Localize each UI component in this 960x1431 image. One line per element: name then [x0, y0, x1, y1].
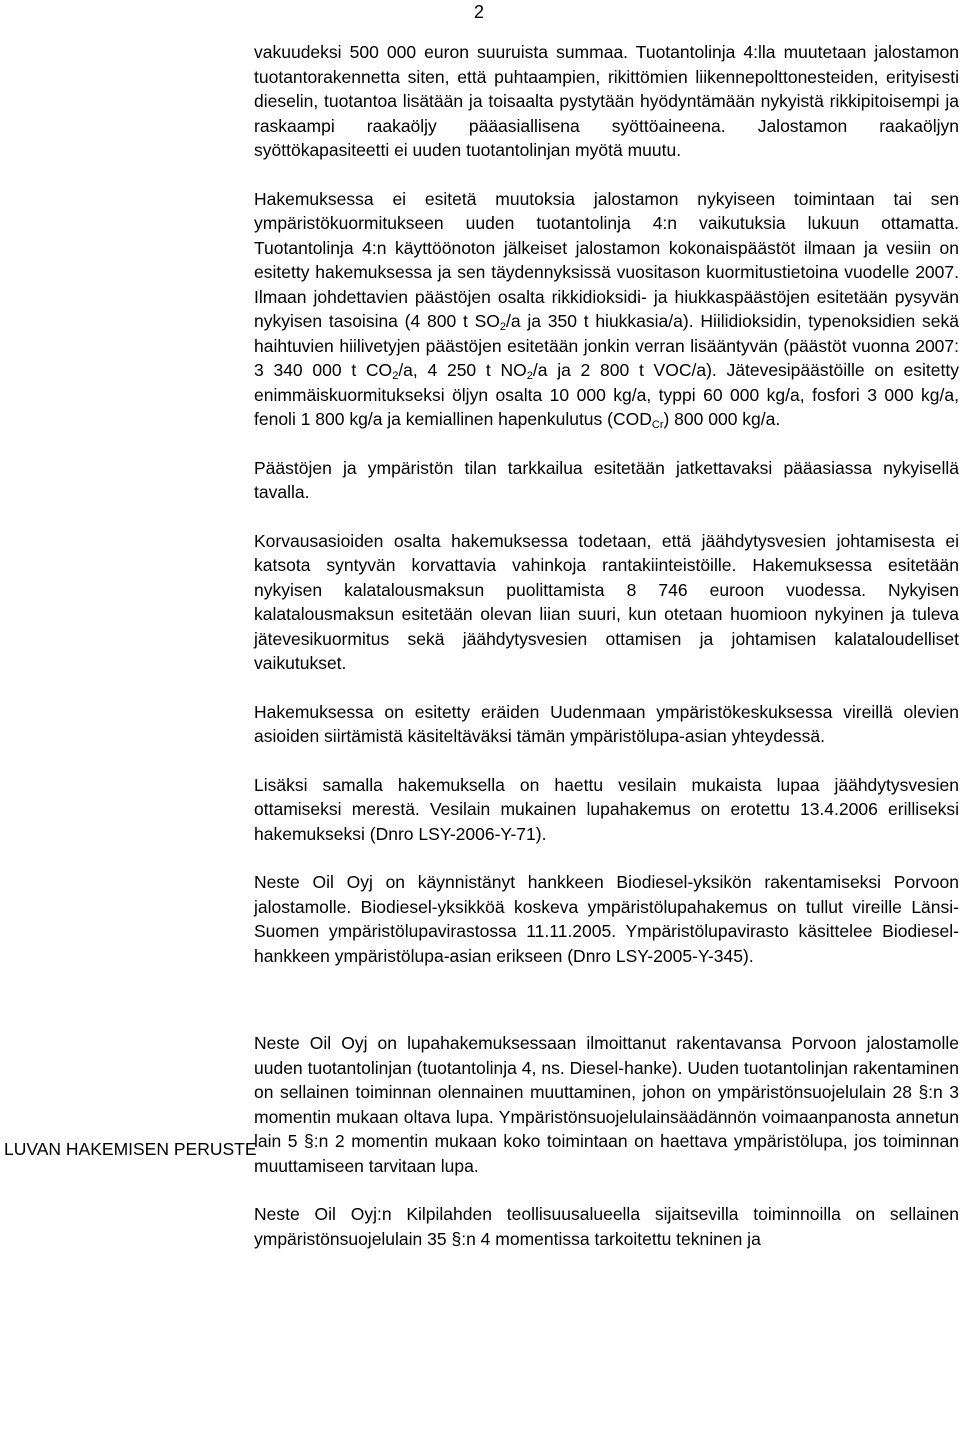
- no2-subscript: 2: [526, 370, 533, 382]
- paragraph-permit-basis: Neste Oil Oyj on lupahakemuksessaan ilmoittanut rakentavansa Porvoon jalostamolle uuden tuotantolinjan (tuotantolinja 4, ns. Diesel-hanke). Uuden tuotantolinjan rakentaminen on sellainen toiminnan olennainen muuttaminen, johon on ympäristönsuojelulain 28 §:n 3 momentin mukaan oltava lupa. Ympäristönsuojelulainsäädännön voimaanpanosta annetun lain 5 §:n 2 momentin mukaan koko toimintaan on haettava ympäristölupa, jos toiminnan muuttamiseen tarvitaan lupa.: [254, 1033, 959, 1176]
- emissions-text-c: /a, 4 250 t NO: [398, 360, 527, 380]
- emissions-text-e: ) 800 000 kg/a.: [663, 409, 781, 429]
- emissions-text-a: Hakemuksessa ei esitetä muutoksia jalostamon nykyiseen toimintaan tai sen ympäristökuormitukseen uuden tuotantolinja 4:n vaikutuksia lukuun ottamatta. Tuotantolinja 4:n käyttöönoton jälkeiset jalostamon kokonaispäästöt ilmaan ja vesiin on esitetty hakemuksessa ja sen täydennyksissä vuositason kuormitustietoina vuodelle 2007. Ilmaan johdettavien päästöjen osalta rikkidioksidi- ja hiukkaspäästöjen esitetään pysyvän nykyisen tasoisina (4 800 t SO: [254, 188, 959, 331]
- document-body: [254, 40, 959, 1251]
- paragraph-production-line-change: vakuudeksi 500 000 euron suuruista summaa. Tuotantolinja 4:lla muutetaan jalostamon tuotantorakennetta siten, että puhtaampien, rikittömien liikennepolttonesteiden, erityisesti dieselin, tuotantoa lisätään ja toisaalta pystytään hyödyntämään nykyistä rikkipitoisempi ja raskaampi raakaöljy pääasiallisena syöttöaineena. Jalostamon raakaöljyn syöttökapasiteetti ei uuden tuotantolinjan myötä muutu.: [254, 42, 959, 160]
- paragraph-biodiesel: Neste Oil Oyj on käynnistänyt hankkeen Biodiesel-yksikön rakentamiseksi Porvoon jalostamolle. Biodiesel-yksikköä koskeva ympäristölupahakemus on tullut vireille Länsi-Suomen ympäristölupavirastossa 11.11.2005. Ympäristölupavirasto käsittelee Biodiesel-hankkeen ympäristölupa-asian erikseen (Dnro LSY-2005-Y-345).: [254, 872, 959, 966]
- co2-subscript: 2: [392, 370, 399, 382]
- section-heading-luvan-hakemisen-peruste: LUVAN HAKEMISEN PERUSTE: [4, 1139, 257, 1159]
- paragraph-kilpilahti: Neste Oil Oyj:n Kilpilahden teollisuusalueella sijaitsevilla toiminnoilla on sellainen ympäristönsuojelulain 35 §:n 4 momentissa tarkoitettu tekninen ja: [254, 1204, 959, 1249]
- paragraph-emissions: [254, 187, 959, 432]
- emissions-text-d: /a ja 2 800 t VOC/a). Jätevesipäästöille on esitetty enimmäiskuormitukseksi öljyn osalta 10 000 kg/a, typpi 60 000 kg/a, fosfori 3 000 kg/a, fenoli 1 800 kg/a ja kemiallinen hapenkulutus (COD: [254, 360, 959, 429]
- page-number: 2: [474, 2, 485, 22]
- cod-subscript: Cr: [651, 419, 664, 431]
- paragraph-water-permit: Lisäksi samalla hakemuksella on haettu vesilain mukaista lupaa jäähdytysvesien ottamiseksi merestä. Vesilain mukainen lupahakemus on erotettu 13.4.2006 erilliseksi hakemukseksi (Dnro LSY-2006-Y-71).: [254, 774, 959, 844]
- emissions-text-b: /a ja 350 t hiukkasia/a). Hiilidioksidin, typenoksidien sekä haihtuvien hiilivetyjen päästöjen esitetään jonkin verran lisääntyvän (päästöt vuonna 2007: 3 340 000 t CO: [254, 311, 959, 380]
- paragraph-pending-matters: Hakemuksessa on esitetty eräiden Uudenmaan ympäristökeskuksessa vireillä olevien asioiden siirtämistä käsiteltäväksi tämän ympäristölupa-asian yhteydessä.: [254, 701, 959, 746]
- so2-subscript: 2: [499, 321, 506, 333]
- paragraph-monitoring: Päästöjen ja ympäristön tilan tarkkailua esitetään jatkettavaksi pääasiassa nykyisellä tavalla.: [254, 457, 959, 502]
- paragraph-compensation: Korvausasioiden osalta hakemuksessa todetaan, että jäähdytysvesien johtamisesta ei katsota syntyvän korvattavia vahinkoja rantakiinteistöille. Hakemuksessa esitetään nykyisen kalatalousmaksun puolittamista 8 746 euroon vuodessa. Nykyisen kalatalousmaksun esitetään olevan liian suuri, kun otetaan huomioon nykyinen ja tuleva jätevesikuormitus sekä jäähdytysvesien ottamisen ja johtamisen kalataloudelliset vaikutukset.: [254, 530, 959, 673]
